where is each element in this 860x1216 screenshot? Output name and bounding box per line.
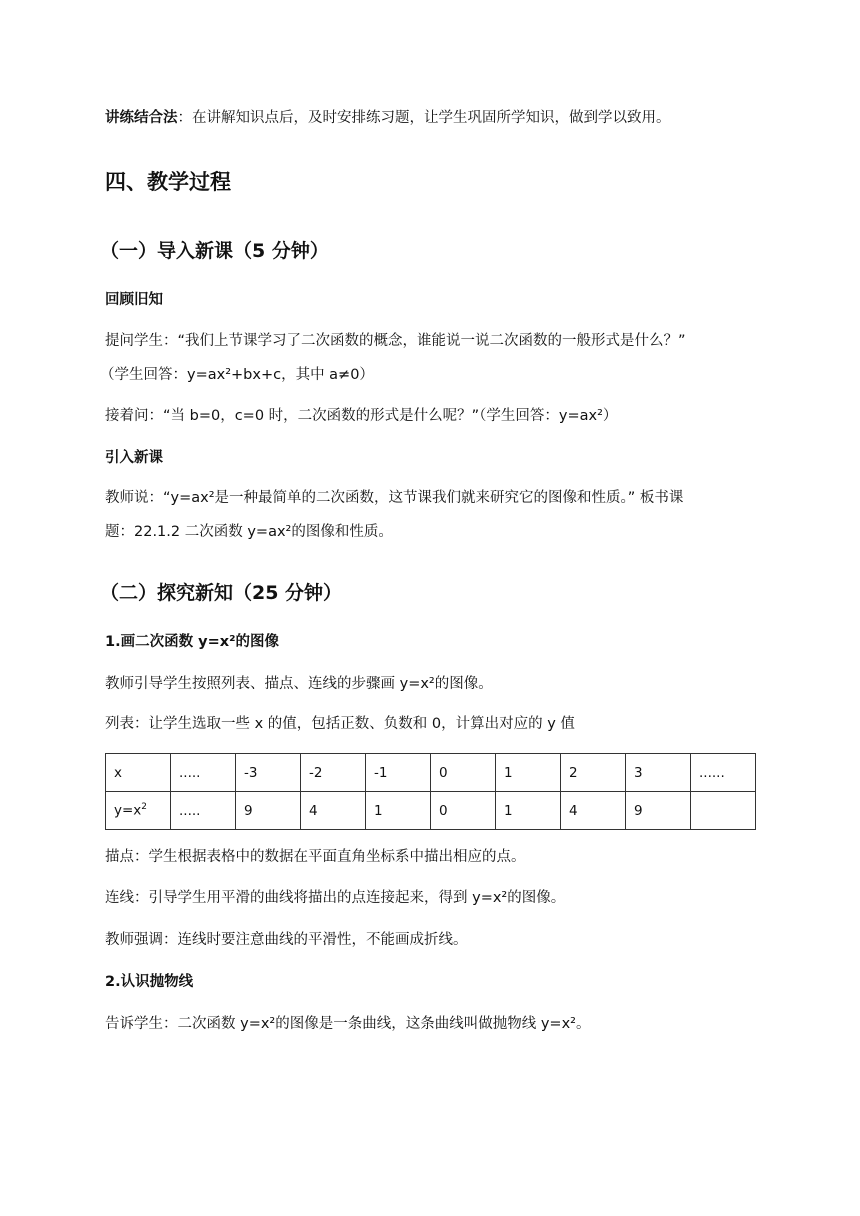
sub1-guide: 教师引导学生按照列表、描点、连线的步骤画 y=x²的图像。 <box>105 676 493 692</box>
table-cell: 9 <box>626 792 691 830</box>
review-question-line2: （学生回答：y=ax²+bx+c，其中 a≠0） <box>100 367 374 383</box>
table-row-label <box>106 792 171 830</box>
review-question-line1: 提问学生：“我们上节课学习了二次函数的概念，谁能说一说二次函数的一般形式是什么？” <box>105 333 686 349</box>
table-cell: 2 <box>561 754 626 792</box>
table-cell: 1 <box>366 792 431 830</box>
sub1-heading: 1.画二次函数 y=x²的图像 <box>105 634 279 650</box>
table-cell: -1 <box>366 754 431 792</box>
table-cell: ..... <box>171 754 236 792</box>
plot-step: 描点：学生根据表格中的数据在平面直角坐标系中描出相应的点。 <box>105 849 526 865</box>
method-label: 讲练结合法 <box>105 110 178 126</box>
teacher-emphasis: 教师强调：连线时要注意曲线的平滑性，不能画成折线。 <box>105 932 468 948</box>
sub2-text: 告诉学生：二次函数 y=x²的图像是一条曲线，这条曲线叫做抛物线 y=x²。 <box>105 1016 591 1032</box>
table-cell: -3 <box>236 754 301 792</box>
table-cell: x <box>106 754 171 792</box>
section-title: 四、教学过程 <box>105 170 231 194</box>
table-cell: -2 <box>301 754 366 792</box>
intro-line2: 题：22.1.2 二次函数 y=ax²的图像和性质。 <box>105 524 393 540</box>
table-row-x <box>106 754 756 792</box>
method-text: ：在讲解知识点后，及时安排练习题，让学生巩固所学知识，做到学以致用。 <box>177 110 671 126</box>
part2-title: （二）探究新知（25 分钟） <box>100 582 343 604</box>
sub2-heading: 2.认识抛物线 <box>105 974 194 990</box>
row-label-base: y=x <box>114 802 142 819</box>
table-cell: 4 <box>301 792 366 830</box>
table-cell: 4 <box>561 792 626 830</box>
list-step: 列表：让学生选取一些 x 的值，包括正数、负数和 0，计算出对应的 y 值 <box>105 716 575 732</box>
table-cell: ..... <box>171 792 236 830</box>
table-cell: 9 <box>236 792 301 830</box>
intro-line1: 教师说：“y=ax²是一种最简单的二次函数，这节课我们就来研究它的图像和性质。” 板书课 <box>105 490 684 506</box>
table-cell: 0 <box>431 754 496 792</box>
table-cell: 0 <box>431 792 496 830</box>
review-heading: 回顾旧知 <box>105 292 163 308</box>
table-cell: 1 <box>496 754 561 792</box>
row-label-exponent: 2 <box>141 802 148 813</box>
connect-step: 连线：引导学生用平滑的曲线将描出的点连接起来，得到 y=x²的图像。 <box>105 890 566 906</box>
table-row-y <box>106 792 756 830</box>
table-cell: 1 <box>496 792 561 830</box>
follow-up-question: 接着问：“当 b=0，c=0 时，二次函数的形式是什么呢？”（学生回答：y=ax²） <box>105 408 618 424</box>
intro-heading: 引入新课 <box>105 450 163 466</box>
values-table <box>105 753 756 830</box>
table-cell: 3 <box>626 754 691 792</box>
part1-title: （一）导入新课（5 分钟） <box>100 240 329 262</box>
table-cell <box>691 792 756 830</box>
teaching-method-paragraph <box>105 108 671 128</box>
table-cell: ...... <box>691 754 756 792</box>
